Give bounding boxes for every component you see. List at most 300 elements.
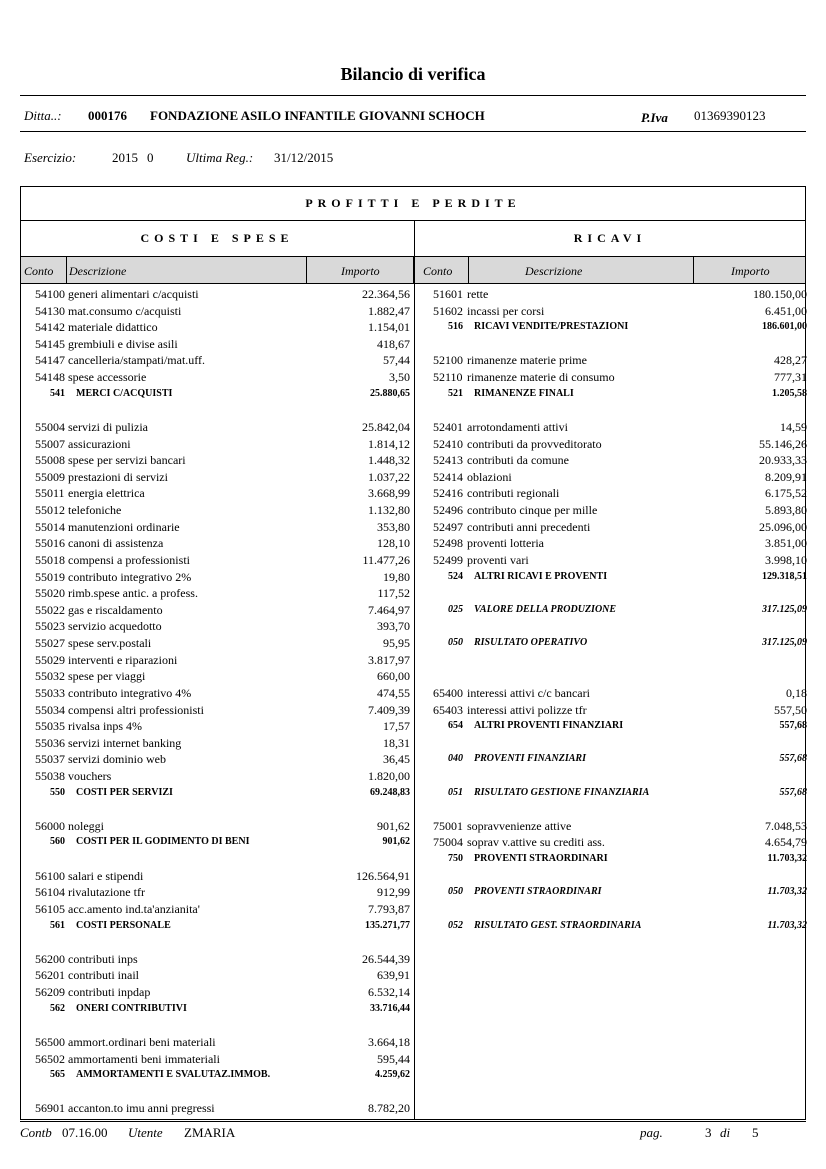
account-amount: 557,68 xyxy=(779,753,807,765)
account-amount: 22.364,56 xyxy=(362,287,410,301)
subtotal-row xyxy=(414,884,806,900)
account-code: 565 xyxy=(50,1069,65,1081)
account-amount: 33.716,44 xyxy=(370,1002,410,1014)
account-amount: 126.564,91 xyxy=(356,868,410,883)
account-description: COSTI PER IL GODIMENTO DI BENI xyxy=(76,836,250,848)
account-description: servizi di pulizia xyxy=(68,419,148,434)
account-amount: 26.544,39 xyxy=(362,951,410,966)
account-row xyxy=(20,319,414,335)
account-description: grembiuli e divise asili xyxy=(68,336,178,351)
account-row xyxy=(414,352,806,368)
account-description: interessi attivi polizze tfr xyxy=(467,702,587,717)
costi-col-sep-1 xyxy=(66,257,67,283)
account-amount: 17,57 xyxy=(383,719,410,734)
subtotal-row xyxy=(414,918,806,934)
subtotal-row xyxy=(414,635,806,651)
account-amount: 3.851,00 xyxy=(765,536,807,551)
account-amount: 1.820,00 xyxy=(368,768,410,783)
account-amount: 0,18 xyxy=(786,685,807,700)
account-amount: 186.601,00 xyxy=(762,321,807,333)
account-row xyxy=(414,436,806,452)
account-description: proventi vari xyxy=(467,552,529,567)
account-amount: 36,45 xyxy=(383,752,410,767)
account-description: canoni di assistenza xyxy=(68,536,164,551)
account-code: 55004 xyxy=(35,419,65,434)
page-total: 5 xyxy=(752,1125,759,1140)
costi-col-descrizione: Descrizione xyxy=(69,264,127,278)
account-description: PROVENTI STRAORDINARI xyxy=(474,853,608,865)
account-code: 55038 xyxy=(35,768,65,783)
subtotal-row xyxy=(20,918,414,934)
account-row xyxy=(20,751,414,767)
account-code: 65400 xyxy=(433,685,463,700)
account-row xyxy=(20,718,414,734)
account-amount: 6.451,00 xyxy=(765,303,807,318)
account-amount: 19,80 xyxy=(383,569,410,584)
account-amount: 1.814,12 xyxy=(368,436,410,451)
account-code: 52496 xyxy=(433,503,463,518)
account-description: RICAVI VENDITE/PRESTAZIONI xyxy=(474,321,629,333)
account-description: contributi anni precedenti xyxy=(467,519,591,534)
account-description: sopravvenienze attive xyxy=(467,818,572,833)
account-code: 56104 xyxy=(35,885,65,900)
account-description: contributi inpdap xyxy=(68,985,151,1000)
account-code: 54145 xyxy=(35,336,65,351)
ricavi-col-conto: Conto xyxy=(423,264,453,278)
account-code: 54148 xyxy=(35,370,65,385)
esercizio-sub: 0 xyxy=(147,150,154,165)
account-description: prestazioni di servizi xyxy=(68,469,168,484)
subtotal-row xyxy=(414,751,806,767)
account-description: ALTRI PROVENTI FINANZIARI xyxy=(474,720,624,732)
account-row xyxy=(20,1034,414,1050)
piva-value: 01369390123 xyxy=(694,108,766,123)
account-row xyxy=(20,818,414,834)
ricavi-col-importo: Importo xyxy=(731,264,770,278)
account-amount: 6.175,52 xyxy=(765,486,807,501)
account-description: PROVENTI FINANZIARI xyxy=(474,753,586,765)
account-description: energia elettrica xyxy=(68,486,145,501)
account-description: interessi attivi c/c bancari xyxy=(467,685,590,700)
account-code: 55035 xyxy=(35,719,65,734)
account-description: COSTI PER SERVIZI xyxy=(76,786,173,798)
account-code: 56100 xyxy=(35,868,65,883)
account-description: compensi altri professionisti xyxy=(68,702,204,717)
account-code: 52100 xyxy=(433,353,463,368)
account-description: rimanenze materie prime xyxy=(467,353,587,368)
account-code: 75004 xyxy=(433,835,463,850)
account-row xyxy=(20,419,414,435)
account-code: 52110 xyxy=(433,370,463,385)
account-row xyxy=(20,369,414,385)
account-code: 55008 xyxy=(35,453,65,468)
account-row xyxy=(20,286,414,302)
account-code: 524 xyxy=(448,570,463,582)
account-code: 55027 xyxy=(35,636,65,651)
account-description: COSTI PERSONALE xyxy=(76,919,171,931)
account-description: contributi inail xyxy=(68,968,139,983)
account-code: 54130 xyxy=(35,303,65,318)
account-description: rivalutazione tfr xyxy=(68,885,145,900)
account-code: 75001 xyxy=(433,818,463,833)
account-description: RISULTATO OPERATIVO xyxy=(474,637,588,649)
esercizio-label: Esercizio: xyxy=(24,150,77,165)
account-code: 55023 xyxy=(35,619,65,634)
account-row xyxy=(414,469,806,485)
account-amount: 18,31 xyxy=(383,735,410,750)
account-code: 54147 xyxy=(35,353,65,368)
costi-column-header xyxy=(20,256,414,284)
account-amount: 3.664,18 xyxy=(368,1034,410,1049)
account-amount: 4.259,62 xyxy=(375,1069,410,1081)
account-amount: 1.882,47 xyxy=(368,303,410,318)
account-amount: 595,44 xyxy=(377,1051,410,1066)
account-amount: 7.409,39 xyxy=(368,702,410,717)
account-amount: 20.933,33 xyxy=(759,453,807,468)
subtotal-row xyxy=(20,1001,414,1017)
account-code: 56105 xyxy=(35,901,65,916)
account-description: contributo cinque per mille xyxy=(467,503,598,518)
account-row xyxy=(20,702,414,718)
account-code: 52414 xyxy=(433,469,463,484)
ricavi-col-sep-2 xyxy=(693,257,694,283)
ditta-name: FONDAZIONE ASILO INFANTILE GIOVANNI SCHOCH xyxy=(150,108,485,123)
account-amount: 3.998,10 xyxy=(765,552,807,567)
page-label: pag. xyxy=(640,1125,663,1140)
subtotal-row xyxy=(20,785,414,801)
section-divider xyxy=(20,220,806,221)
account-code: 56000 xyxy=(35,818,65,833)
section-title: PROFITTI E PERDITE xyxy=(305,196,521,210)
account-amount: 95,95 xyxy=(383,636,410,651)
account-description: accanton.to imu anni pregressi xyxy=(68,1101,215,1116)
ricavi-col-sep-1 xyxy=(468,257,469,283)
account-code: 51601 xyxy=(433,287,463,301)
account-amount: 135.271,77 xyxy=(365,919,410,931)
account-description: arrotondamenti attivi xyxy=(467,419,568,434)
account-description: compensi a professionisti xyxy=(68,552,190,567)
account-amount: 474,55 xyxy=(377,685,410,700)
account-amount: 6.532,14 xyxy=(368,985,410,1000)
account-code: 52401 xyxy=(433,419,463,434)
account-code: 55034 xyxy=(35,702,65,717)
account-amount: 25.096,00 xyxy=(759,519,807,534)
account-code: 750 xyxy=(448,853,463,865)
header-divider xyxy=(20,131,806,132)
account-description: telefoniche xyxy=(68,503,122,518)
account-code: 52498 xyxy=(433,536,463,551)
account-description: MERCI C/ACQUISTI xyxy=(76,387,173,399)
account-row xyxy=(414,452,806,468)
account-code: 55007 xyxy=(35,436,65,451)
account-description: AMMORTAMENTI E SVALUTAZ.IMMOB. xyxy=(76,1069,271,1081)
account-description: contributo integrativo 4% xyxy=(68,685,192,700)
account-row xyxy=(414,834,806,850)
account-code: 56502 xyxy=(35,1051,65,1066)
account-code: 55029 xyxy=(35,652,65,667)
account-code: 051 xyxy=(448,786,463,798)
account-row xyxy=(20,685,414,701)
account-row xyxy=(414,818,806,834)
account-code: 516 xyxy=(448,321,463,333)
account-row xyxy=(414,303,806,319)
account-row xyxy=(414,535,806,551)
account-amount: 11.703,32 xyxy=(767,853,807,865)
account-row xyxy=(20,336,414,352)
account-code: 541 xyxy=(50,387,65,399)
account-amount: 4.654,79 xyxy=(765,835,807,850)
account-amount: 8.782,20 xyxy=(368,1101,410,1116)
account-row xyxy=(20,984,414,1000)
account-description: mat.consumo c/acquisti xyxy=(68,303,182,318)
account-code: 050 xyxy=(448,637,463,649)
account-amount: 25.842,04 xyxy=(362,419,410,434)
account-amount: 557,68 xyxy=(779,786,807,798)
account-code: 55014 xyxy=(35,519,65,534)
account-row xyxy=(20,635,414,651)
account-code: 55032 xyxy=(35,669,65,684)
account-description: contributi da comune xyxy=(467,453,569,468)
account-amount: 912,99 xyxy=(377,885,410,900)
account-row xyxy=(20,884,414,900)
account-amount: 317.125,09 xyxy=(762,603,807,615)
account-code: 52410 xyxy=(433,436,463,451)
ditta-code: 000176 xyxy=(88,108,127,123)
account-description: incassi per corsi xyxy=(467,303,545,318)
account-description: ALTRI RICAVI E PROVENTI xyxy=(474,570,608,582)
account-row xyxy=(414,485,806,501)
ultima-reg-value: 31/12/2015 xyxy=(274,150,334,165)
account-description: rivalsa inps 4% xyxy=(68,719,142,734)
account-row xyxy=(20,485,414,501)
subtotal-row xyxy=(414,785,806,801)
piva-label: P.Iva xyxy=(641,110,668,125)
account-amount: 1.154,01 xyxy=(368,320,410,335)
account-code: 550 xyxy=(50,786,65,798)
account-row xyxy=(20,436,414,452)
account-code: 55018 xyxy=(35,552,65,567)
account-amount: 7.048,53 xyxy=(765,818,807,833)
account-amount: 393,70 xyxy=(377,619,410,634)
account-row xyxy=(20,1051,414,1067)
account-code: 052 xyxy=(448,919,463,931)
account-code: 52416 xyxy=(433,486,463,501)
account-row xyxy=(414,286,806,302)
account-code: 55019 xyxy=(35,569,65,584)
account-row xyxy=(414,685,806,701)
account-description: acc.amento ind.ta'anzianita' xyxy=(68,901,200,916)
account-code: 562 xyxy=(50,1002,65,1014)
account-description: servizio acquedotto xyxy=(68,619,162,634)
account-description: soprav v.attive su crediti ass. xyxy=(467,835,605,850)
account-row xyxy=(414,369,806,385)
costi-band: COSTI E SPESE xyxy=(140,231,294,245)
account-amount: 5.893,80 xyxy=(765,503,807,518)
account-code: 54142 xyxy=(35,320,65,335)
account-amount: 57,44 xyxy=(383,353,410,368)
account-description: contributi regionali xyxy=(467,486,560,501)
account-amount: 660,00 xyxy=(377,669,410,684)
account-description: oblazioni xyxy=(467,469,512,484)
account-amount: 69.248,83 xyxy=(370,786,410,798)
account-code: 56209 xyxy=(35,985,65,1000)
account-amount: 557,68 xyxy=(779,720,807,732)
account-amount: 557,50 xyxy=(774,702,807,717)
account-code: 050 xyxy=(448,886,463,898)
account-row xyxy=(20,768,414,784)
account-amount: 777,31 xyxy=(774,370,807,385)
account-code: 55036 xyxy=(35,735,65,750)
account-code: 55012 xyxy=(35,503,65,518)
account-description: noleggi xyxy=(68,818,104,833)
subtotal-row xyxy=(20,386,414,402)
account-row xyxy=(414,519,806,535)
account-row xyxy=(20,951,414,967)
account-row xyxy=(20,967,414,983)
account-description: rette xyxy=(467,287,489,301)
account-description: generi alimentari c/acquisti xyxy=(68,287,199,301)
account-description: rimanenze materie di consumo xyxy=(467,370,615,385)
account-row xyxy=(414,552,806,568)
account-code: 040 xyxy=(448,753,463,765)
account-amount: 428,27 xyxy=(774,353,807,368)
ricavi-col-descrizione: Descrizione xyxy=(525,264,583,278)
account-code: 521 xyxy=(448,387,463,399)
account-description: materiale didattico xyxy=(68,320,158,335)
ditta-label: Ditta..: xyxy=(24,108,62,123)
account-row xyxy=(20,519,414,535)
subtotal-row xyxy=(414,602,806,618)
account-amount: 180.150,00 xyxy=(753,287,807,301)
account-description: contributo integrativo 2% xyxy=(68,569,192,584)
contb-version: 07.16.00 xyxy=(62,1125,108,1140)
page-of: di xyxy=(720,1125,731,1140)
utente-value: ZMARIA xyxy=(184,1125,236,1140)
account-code: 56200 xyxy=(35,951,65,966)
account-description: contributi da provveditorato xyxy=(467,436,602,451)
account-amount: 11.703,32 xyxy=(767,886,807,898)
account-amount: 1.448,32 xyxy=(368,453,410,468)
account-amount: 901,62 xyxy=(377,818,410,833)
account-row xyxy=(20,552,414,568)
account-amount: 639,91 xyxy=(377,968,410,983)
account-description: servizi internet banking xyxy=(68,735,182,750)
subtotal-row xyxy=(414,319,806,335)
account-description: PROVENTI STRAORDINARI xyxy=(474,886,602,898)
account-description: assicurazioni xyxy=(68,436,131,451)
account-amount: 14,59 xyxy=(780,419,807,434)
account-code: 54100 xyxy=(35,287,65,301)
account-amount: 8.209,91 xyxy=(765,469,807,484)
account-row xyxy=(20,901,414,917)
account-code: 65403 xyxy=(433,702,463,717)
costi-col-conto: Conto xyxy=(24,264,54,278)
account-amount: 1.205,58 xyxy=(772,387,807,399)
account-row xyxy=(20,352,414,368)
document-title: Bilancio di verifica xyxy=(340,64,486,84)
account-row xyxy=(20,868,414,884)
account-code: 52499 xyxy=(433,552,463,567)
account-description: interventi e riparazioni xyxy=(68,652,178,667)
account-description: ONERI CONTRIBUTIVI xyxy=(76,1002,187,1014)
account-row xyxy=(20,535,414,551)
account-row xyxy=(20,585,414,601)
account-description: ammortamenti beni immateriali xyxy=(68,1051,220,1066)
account-row xyxy=(20,1100,414,1116)
ricavi-column-header xyxy=(414,256,806,284)
account-amount: 3.817,97 xyxy=(368,652,410,667)
account-description: VALORE DELLA PRODUZIONE xyxy=(474,603,617,615)
subtotal-row xyxy=(20,1067,414,1083)
account-amount: 128,10 xyxy=(377,536,410,551)
account-row xyxy=(20,735,414,751)
account-row xyxy=(20,602,414,618)
account-row xyxy=(20,569,414,585)
account-code: 561 xyxy=(50,919,65,931)
footer-divider xyxy=(20,1121,806,1122)
account-description: proventi lotteria xyxy=(467,536,544,551)
account-row xyxy=(414,702,806,718)
account-description: RISULTATO GEST. STRAORDINARIA xyxy=(474,919,642,931)
account-description: servizi dominio web xyxy=(68,752,166,767)
account-description: manutenzioni ordinarie xyxy=(68,519,180,534)
account-amount: 7.793,87 xyxy=(368,901,410,916)
account-amount: 353,80 xyxy=(377,519,410,534)
account-code: 55033 xyxy=(35,685,65,700)
account-code: 654 xyxy=(448,720,463,732)
account-amount: 3.668,99 xyxy=(368,486,410,501)
account-description: cancelleria/stampati/mat.uff. xyxy=(68,353,206,368)
account-amount: 11.703,32 xyxy=(767,919,807,931)
account-amount: 3,50 xyxy=(389,370,410,385)
utente-label: Utente xyxy=(128,1125,163,1140)
account-code: 560 xyxy=(50,836,65,848)
account-code: 52497 xyxy=(433,519,463,534)
account-row xyxy=(20,303,414,319)
subtotal-row xyxy=(20,834,414,850)
title-divider xyxy=(20,95,806,96)
account-code: 56201 xyxy=(35,968,65,983)
account-code: 55020 xyxy=(35,586,65,601)
account-amount: 129.318,51 xyxy=(762,570,807,582)
account-amount: 901,62 xyxy=(382,836,410,848)
subtotal-row xyxy=(414,851,806,867)
account-code: 55022 xyxy=(35,602,65,617)
account-row xyxy=(20,618,414,634)
costi-col-sep-2 xyxy=(306,257,307,283)
account-code: 025 xyxy=(448,603,463,615)
esercizio-value: 2015 xyxy=(112,150,138,165)
account-amount: 317.125,09 xyxy=(762,637,807,649)
account-description: spese per servizi bancari xyxy=(68,453,186,468)
account-row xyxy=(20,452,414,468)
account-code: 55037 xyxy=(35,752,65,767)
account-code: 52413 xyxy=(433,453,463,468)
page-current: 3 xyxy=(705,1125,712,1140)
account-amount: 1.132,80 xyxy=(368,503,410,518)
account-description: gas e riscaldamento xyxy=(68,602,163,617)
account-description: spese serv.postali xyxy=(68,636,152,651)
account-row xyxy=(414,419,806,435)
subtotal-row xyxy=(414,569,806,585)
account-row xyxy=(20,502,414,518)
account-code: 55009 xyxy=(35,469,65,484)
ricavi-band: RICAVI xyxy=(573,231,647,245)
account-code: 51602 xyxy=(433,303,463,318)
contb-label: Contb xyxy=(20,1125,52,1140)
account-code: 56500 xyxy=(35,1034,65,1049)
subtotal-row xyxy=(414,386,806,402)
